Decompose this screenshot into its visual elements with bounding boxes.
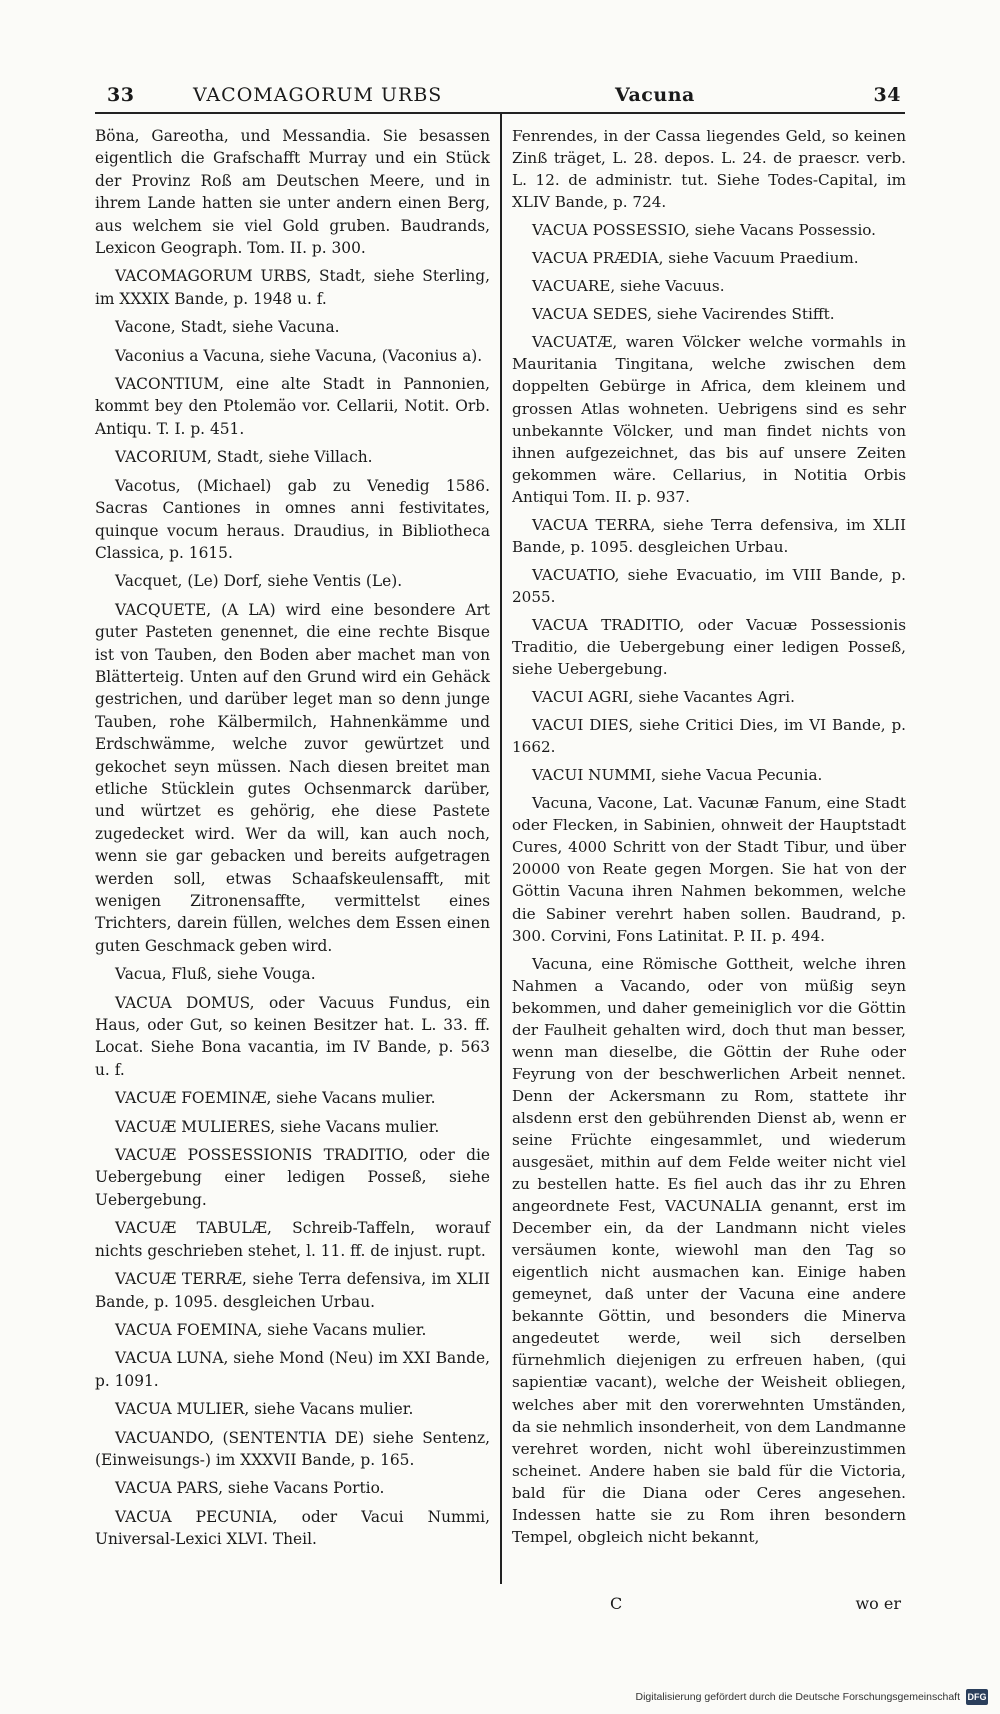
catchword: wo er xyxy=(855,1594,901,1613)
page-bottom xyxy=(95,1594,905,1620)
header-title-left: VACOMAGORUM URBS xyxy=(193,84,443,106)
signature-mark: C xyxy=(610,1594,623,1613)
entry-paragraph: VACUA POSSESSIO, siehe Vacans Possessio. xyxy=(532,221,877,240)
column-divider xyxy=(500,114,502,1584)
entry-paragraph: VACUI AGRI, siehe Vacantes Agri. xyxy=(532,688,795,707)
entry-paragraph: VACUÆ POSSESSIONIS TRADITIO, oder die Uebergebung einer ledigen Posseß, siehe Uebergebung. xyxy=(95,1146,490,1209)
entry-paragraph: VACUA MULIER, siehe Vacans mulier. xyxy=(115,1400,414,1419)
entry-paragraph: VACUA SEDES, siehe Vacirendes Stifft. xyxy=(532,305,835,324)
entry-paragraph: VACUÆ TABULÆ, Schreib-Taffeln, worauf nichts geschrieben stehet, l. 11. ff. de injust. rupt. xyxy=(95,1219,490,1260)
entry-paragraph: VACUA PECUNIA, oder Vacui Nummi, Universal-Lexici XLVI. Theil. xyxy=(95,1507,490,1549)
entry-paragraph: VACUA PARS, siehe Vacans Portio. xyxy=(115,1479,385,1498)
entry-paragraph: VACUATIO, siehe Evacuatio, im VIII Bande, p. 2055. xyxy=(512,565,906,606)
entry-paragraph: Vaconius a Vacuna, siehe Vacuna, (Vaconius a). xyxy=(115,346,483,365)
entry-paragraph: VACUI NUMMI, siehe Vacua Pecunia. xyxy=(532,766,823,785)
entry-paragraph: Böna, Gareotha, und Messandia. Sie besassen eigentlich die Grafschafft Murray und ein Stück der Provinz Roß am Deutschen Meere, und in ihrem Lande hatten sie unter andern einen Berg, aus welchem sie viel Gold gruben. Baudrands, Lexicon Geograph. Tom. II. p. 300. xyxy=(95,127,490,258)
header-title-right: Vacuna xyxy=(615,84,695,106)
entry-paragraph: Vacuna, eine Römische Gottheit, welche ihren Nahmen a Vacando, oder von müßig seyn bekommen, und daher gemeiniglich vor die Göttin der Faulheit gehalten wird, doch thut man besser, wenn man dieselbe, die Göttin der Ruhe oder Feyrung von der beschwerlichen Arbeit nennet. Denn der Ackersmann zu Rom, stattete ihr alsdenn erst den gebührenden Dienst ab, wenn er seine Früchte eingesammlet, und wiederum ausgesäet, mithin auf dem Felde weiter nicht viel zu bestellen hatte. Es fiel auch das ihr zu Ehren angeordnete Fest, VACUNALIA genannt, erst im December ein, da der Landmann nicht vieles versäumen konte, wiewohl man den Tag so eigentlich nicht ausmachen kan. Einige haben gemeynet, daß unter der Vacuna eine andere bekannte Göttin, und besonders die Minerva angedeutet werde, weil sich derselben fürnehmlich diejenigen zu erfreuen haben, (qui sapientiæ vacant), welche der Weisheit obliegen, welches aber mit den vorerwehnten Umständen, da sie nehmlich insonderheit, von dem Landmanne verehret worden, nicht wohl übereinzustimmen scheinet. Andere haben sie bald für die Victoria, bald für die Diana oder Ceres angesehen. Indessen hatte sie zu Rom ihren besondern Tempel, obgleich nicht bekannt, xyxy=(512,954,906,1546)
left-column xyxy=(95,125,490,1553)
entry-paragraph: VACOMAGORUM URBS, Stadt, siehe Sterling, im XXXIX Bande, p. 1948 u. f. xyxy=(95,267,490,308)
running-header xyxy=(95,80,905,110)
entry-paragraph: VACUÆ FOEMINÆ, siehe Vacans mulier. xyxy=(115,1089,436,1108)
entry-paragraph: Vacotus, (Michael) gab zu Venedig 1586. Sacras Cantiones in omnes anni festivitates, quinque vocum heraus. Draudius, in Bibliotheca Classica, p. 1615. xyxy=(95,476,490,562)
entry-paragraph: VACQUETE, (A LA) wird eine besondere Art guter Pasteten genennet, die eine rechte Bisque ist von Tauben, den Boden aber machet man von Blätterteig. Unten auf den Grund wird ein Gehäck gestrichen, und darüber leget man so denn junge Tauben, rohe Kälbermilch, Hahnenkämme und Erdschwämme, welche zuvor gewürtzet und gekochet seyn müssen. Nach diesen breitet man etliche Stücklein gutes Ochsenmarck darüber, und würtzet es gehörig, ehe diese Pastete zugedecket wird. Wer da will, kan auch noch, wenn sie gar gebacken und bereits aufgetragen werden soll, etwas Schaafskeulensafft, mit wenigen Zitronensaffte, vermittelst eines Trichters, darein füllen, welches dem Essen einen guten Geschmack geben wird. xyxy=(95,600,490,955)
entry-paragraph: Vacone, Stadt, siehe Vacuna. xyxy=(115,318,340,337)
entry-paragraph: Vacuna, Vacone, Lat. Vacunæ Fanum, eine Stadt oder Flecken, in Sabinien, ohnweit der Hauptstadt Cures, 4000 Schritt von der Stadt Tibur, und über 20000 von Reate gegen Morgen. Sie hat von der Göttin Vacuna ihren Nahmen bekommen, welche die Sabiner verehrt haben sollen. Baudrand, p. 300. Corvini, Fons Latinitat. P. II. p. 494. xyxy=(512,794,906,945)
footer-text: Digitalisierung gefördert durch die Deutsche Forschungsgemeinschaft xyxy=(635,1691,960,1703)
entry-paragraph: VACUA LUNA, siehe Mond (Neu) im XXI Bande, p. 1091. xyxy=(95,1349,490,1390)
entry-paragraph: Vacua, Fluß, siehe Vouga. xyxy=(115,965,316,984)
page-number-right: 34 xyxy=(873,84,901,106)
digitization-footer xyxy=(635,1686,988,1708)
entry-paragraph: VACUA TRADITIO, oder Vacuæ Possessionis Traditio, die Uebergebung einer ledigen Posseß, siehe Uebergebung. xyxy=(512,615,906,679)
entry-paragraph: VACONTIUM, eine alte Stadt in Pannonien, kommt bey den Ptolemäo vor. Cellarii, Notit. Orb. Antiqu. T. I. p. 451. xyxy=(95,375,490,438)
entry-paragraph: VACUANDO, (SENTENTIA DE) siehe Sentenz, (Einweisungs-) im XXXVII Bande, p. 165. xyxy=(95,1428,490,1469)
entry-paragraph: VACUI DIES, siehe Critici Dies, im VI Bande, p. 1662. xyxy=(512,716,906,757)
entry-paragraph: VACORIUM, Stadt, siehe Villach. xyxy=(115,448,373,467)
entry-paragraph: VACUATÆ, waren Völcker welche vormahls in Mauritania Tingitana, welche zwischen dem doppelten Gebürge in Africa, dem kleinem und grossen Atlas wohneten. Uebrigens sind es sehr unbekannte Völcker, und man findet nichts von ihnen aufgezeichnet, das bis auf unsere Zeiten gekommen wäre. Cellarius, in Notitia Orbis Antiqui Tom. II. p. 937. xyxy=(512,333,906,506)
entry-paragraph: VACUÆ TERRÆ, siehe Terra defensiva, im XLII Bande, p. 1095. desgleichen Urbau. xyxy=(95,1270,490,1311)
dfg-logo: DFG xyxy=(966,1689,988,1705)
entry-paragraph: VACUÆ MULIERES, siehe Vacans mulier. xyxy=(115,1117,440,1136)
entry-paragraph: VACUA DOMUS, oder Vacuus Fundus, ein Haus, oder Gut, so keinen Besitzer hat. L. 33. ff. Locat. Siehe Bona vacantia, im IV Bande, p. 563 u. f. xyxy=(95,993,490,1079)
entry-paragraph: VACUARE, siehe Vacuus. xyxy=(532,277,725,296)
right-column xyxy=(512,125,906,1550)
entry-paragraph: Fenrendes, in der Cassa liegendes Geld, so keinen Zinß träget, L. 28. depos. L. 24. de praescr. verb. L. 12. de administr. tut. Siehe Todes-Capital, im XLIV Bande, p. 724. xyxy=(512,127,906,212)
page-number-left: 33 xyxy=(107,84,135,106)
entry-paragraph: VACUA TERRA, siehe Terra defensiva, im XLII Bande, p. 1095. desgleichen Urbau. xyxy=(512,515,906,556)
entry-paragraph: VACUA FOEMINA, siehe Vacans mulier. xyxy=(115,1320,427,1339)
entry-paragraph: VACUA PRÆDIA, siehe Vacuum Praedium. xyxy=(532,249,859,268)
entry-paragraph: Vacquet, (Le) Dorf, siehe Ventis (Le). xyxy=(115,572,403,591)
